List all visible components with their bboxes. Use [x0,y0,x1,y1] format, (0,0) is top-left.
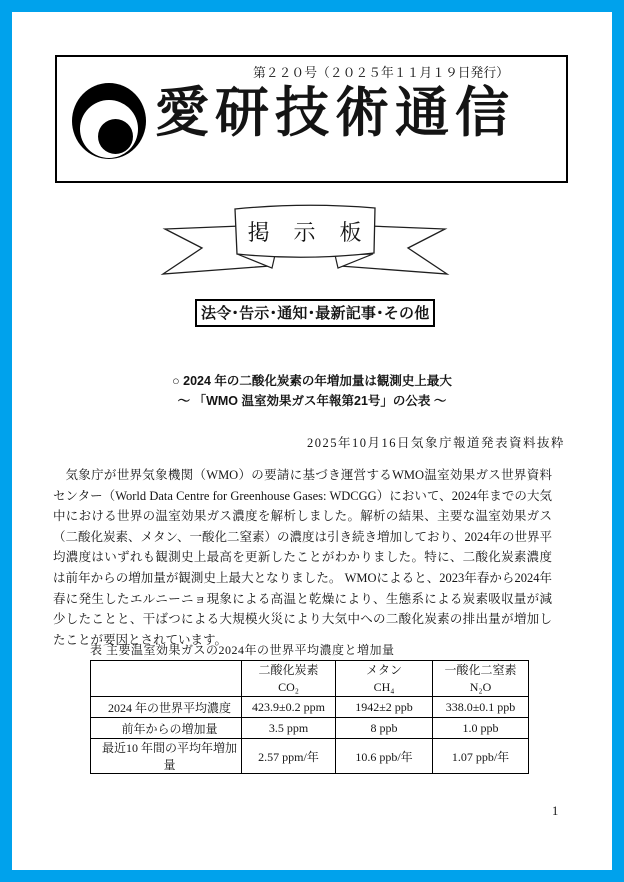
corner-cell [91,661,242,697]
column-header-co2 [242,661,336,697]
category-label: 法令･告示･通知･最新記事･その他 [201,305,430,322]
table-row [91,697,529,718]
article-subheading: ～ 「WMO 温室効果ガス年報第21号」の公表 ～ [177,394,447,408]
newsletter-title: 愛研技術通信 [155,83,515,143]
cell-value: 423.9±0.2 ppm [242,697,336,718]
ghg-table [90,660,529,774]
issue-number: 第２２０号（２０２５年１１月１９日発行） [253,65,509,80]
article-body: 気象庁が世界気象機関（WMO）の要請に基づき運営するWMO温室効果ガス世界資料センター（World Data Centre for Greenhouse Gases: WDCGG）において、2024年までの大気中における世界の温室効果ガス濃度を解析しました。解析の結果、主要な温室効果ガス（二酸化炭素、メタン、一酸化二窒素）の濃度は引き続き増加しており、2024年の世界平均濃度はいずれも観測史上最高を更新したことがわかりました。特に、二酸化炭素濃度は前年からの増加量が観測史上最大となりました。 WMOによると、2023年春から2024年春に発生したエルニーニョ現象による高温と乾燥により、生態系による炭素吸収量が減少したことと、干ばつによる大規模火災により大気中への二酸化炭素の排出量が増加したことが要因とされています。 [53,468,553,647]
column-name: 二酸化炭素 [258,662,319,677]
category-box [195,299,435,327]
cell-value: 338.0±0.1 ppb [433,697,529,718]
page-number: 1 [552,804,559,818]
column-formula: CH₄ [373,679,395,694]
bulletin-board-ribbon [155,196,475,284]
cell-value: 8 ppb [336,718,433,739]
cell-value: 1942±2 ppb [336,697,433,718]
column-header-n2o [433,661,529,697]
table-caption: 表 主要温室効果ガスの2024年の世界平均濃度と増加量 [90,643,395,657]
newsletter-logo-icon [72,83,146,159]
cell-value: 2.57 ppm/年 [242,739,336,774]
article-heading: ○ 2024 年の二酸化炭素の年増加量は観測史上最大 [172,374,452,388]
cell-value: 1.0 ppb [433,718,529,739]
column-name: 一酸化二窒素 [444,662,517,677]
row-label: 最近10 年間の平均年増加量 [91,739,242,774]
newsletter-header-box [55,55,568,183]
row-label: 2024 年の世界平均濃度 [91,697,242,718]
table-header-row [91,661,529,697]
ribbon-label: 掲 示 板 [247,220,363,245]
cell-value: 10.6 ppb/年 [336,739,433,774]
column-header-ch4 [336,661,433,697]
source-date-line: 2025年10月16日気象庁報道発表資料抜粋 [306,436,565,450]
column-formula: CO₂ [278,679,299,694]
logo-inner-black-dot [98,119,133,154]
cell-value: 1.07 ppb/年 [433,739,529,774]
cell-value: 3.5 ppm [242,718,336,739]
table-row [91,718,529,739]
column-name: メタン [365,662,402,677]
table-row [91,739,529,774]
row-label: 前年からの増加量 [91,718,242,739]
column-formula: N₂O [469,679,492,694]
